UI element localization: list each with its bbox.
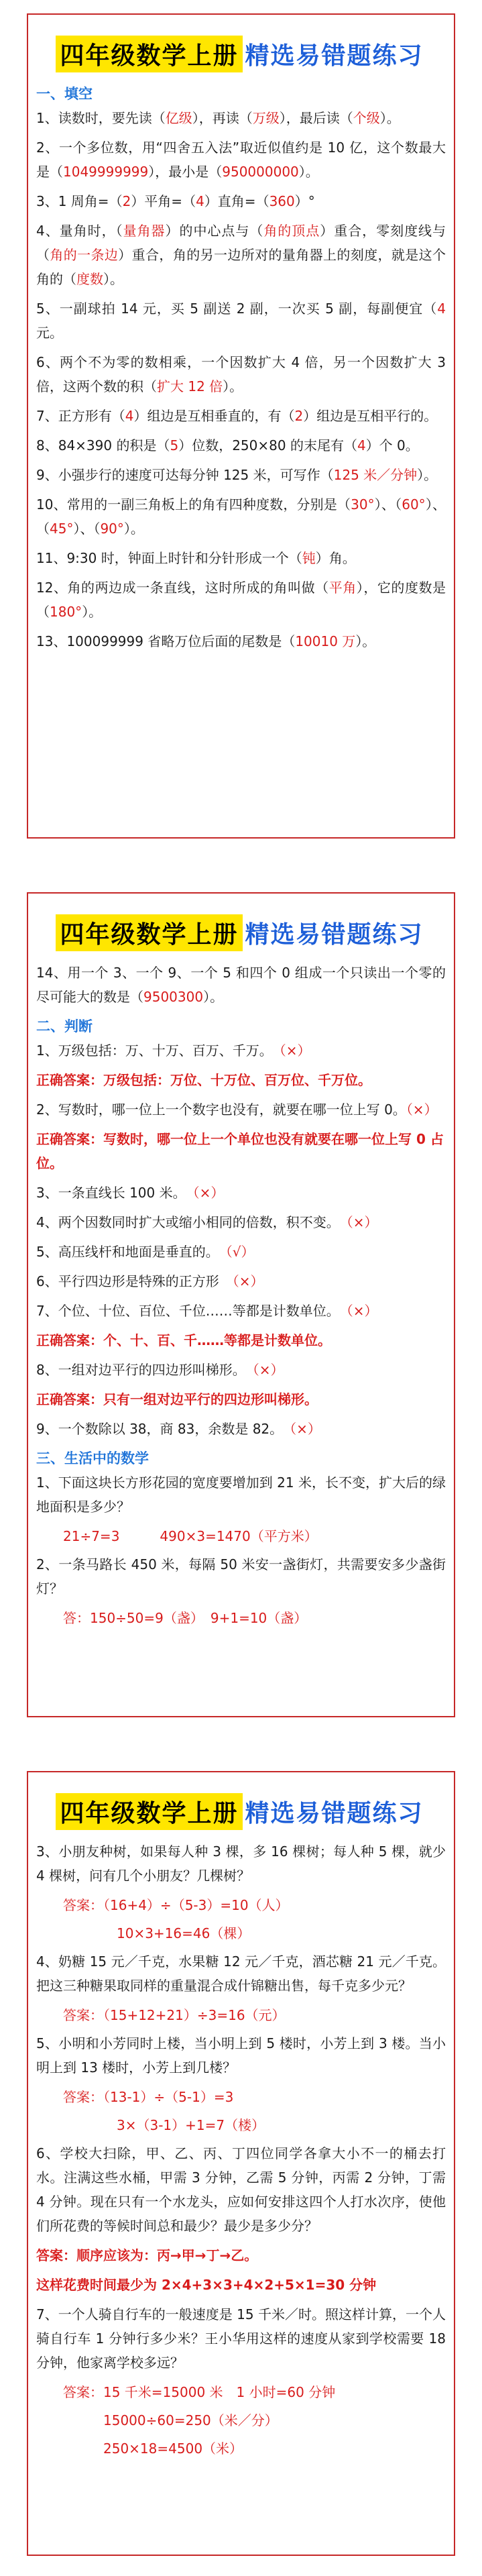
question-5: 5、一副球拍 14 元，买 5 副送 2 副，一次买 5 副，每副便宜（4元。: [36, 301, 446, 341]
problem-6: 6、学校大扫除，甲、乙、丙、丁四位同学各拿大小不一的桶去打水。注满这些水桶，甲需 3 分钟，乙需 5 分钟，丙需 2 分钟，丁需 4 分钟。现在只有一个水龙头，应如何安排这四个人打水次序，使他们所花费的等候时间总和最少？最少是多少分？: [36, 2145, 446, 2234]
judge-8: 8、一组对边平行的四边形叫梯形。 （×）: [36, 1362, 284, 1378]
problem-3-work-2: 10×3+16=46（棵）: [117, 1925, 251, 1941]
page-title: [36, 35, 446, 72]
judge-7: 7、个位、十位、百位、千位……等都是计数单位。 （×）: [36, 1303, 378, 1319]
question-8: 8、84×390 的积是（5）位数，250×80 的末尾有（4）个 0。: [36, 437, 419, 453]
problem-7-work-1: 答案：15 千米=15000 米 1 小时=60 分钟: [63, 2384, 336, 2400]
page-title: [36, 1792, 446, 1830]
problem-4: 4、奶糖 15 元／千克，水果糖 12 元／千克，酒芯糖 21 元／千克。把这三种糖果取同样的重量混合成什锦糖出售，每千克多少元？: [36, 1953, 446, 1994]
exercise-card-2: [27, 892, 455, 1717]
question-1: 1、读数时，要先读（亿级），再读（万级），最后读（个级）。: [36, 110, 400, 126]
question-9: 9、小强步行的速度可达每分钟 125 米，可写作（125 米／分钟）。: [36, 467, 438, 483]
title-highlight: 四年级数学上册: [56, 1793, 242, 1830]
problem-5-work-2: 3×（3-1）+1=7（楼）: [117, 2117, 265, 2133]
judge-2: 2、写数时，哪一位上一个数字也没有，就要在哪一位上写 0。（×）: [36, 1102, 438, 1118]
problem-6-work-2: 这样花费时间最少为 2×4+3×3+4×2+5×1=30 分钟: [36, 2277, 377, 2293]
title-rest: 精选易错题练习: [245, 1799, 424, 1827]
section-judge: 二、判断: [36, 1018, 93, 1034]
question-4: 4、量角时，（量角器）的中心点与（角的顶点）重合，零刻度线与（角的一条边）重合，角的另一边所对的量角器上的刻度，就是这个角的（度数）。: [36, 223, 446, 287]
title-rest: 精选易错题练习: [245, 42, 424, 70]
section-fill-blank: 一、填空: [36, 86, 93, 102]
question-3: 3、1 周角=（2）平角=（4）直角=（360）°: [36, 193, 315, 209]
problem-5-work-1: 答案：（13-1）÷（5-1）=3: [63, 2089, 234, 2105]
question-14: 14、用一个 3、一个 9、一个 5 和四个 0 组成一个只读出一个零的尽可能大的数是（9500300）。: [36, 965, 446, 1005]
judge-6: 6、平行四边形是特殊的正方形 （×）: [36, 1273, 264, 1289]
judge-4: 4、两个因数同时扩大或缩小相同的倍数，积不变。 （×）: [36, 1214, 378, 1230]
question-7: 7、正方形有（4）组边是互相垂直的，有（2）组边是互相平行的。: [36, 408, 438, 424]
exercise-card-3: [27, 1771, 455, 2556]
problem-6-work-1: 答案：顺序应该为：丙→甲→丁→乙。: [36, 2247, 258, 2263]
problem-7-work-3: 250×18=4500（米）: [103, 2440, 243, 2457]
question-6: 6、两个不为零的数相乘，一个因数扩大 4 倍，另一个因数扩大 3 倍，这两个数的积（扩大 12 倍）。: [36, 354, 446, 394]
question-2: 2、一个多位数，用“四舍五入法”取近似值约是 10 亿，这个数最大是（1049999999），最小是（950000000）。: [36, 140, 446, 180]
problem-1-work: 21÷7=3 490×3=1470（平方米）: [63, 1528, 318, 1544]
problem-1: 1、下面这块长方形花园的宽度要增加到 21 米，长不变，扩大后的绿地面积是多少？: [36, 1474, 446, 1515]
problem-4-work: 答案：（15+12+21）÷3=16（元）: [63, 2007, 286, 2023]
question-11: 11、9:30 时，钟面上时针和分针形成一个（钝）角。: [36, 550, 356, 566]
question-13: 13、100099999 省略万位后面的尾数是（10010 万）。: [36, 633, 376, 649]
judge-9: 9、一个数除以 38，商 83，余数是 82。 （×）: [36, 1421, 321, 1437]
problem-2: 2、一条马路长 450 米，每隔 50 米安一盏街灯，共需要安多少盏街灯？: [36, 1556, 446, 1597]
title-rest: 精选易错题练习: [245, 920, 424, 949]
section-life-math: 三、生活中的数学: [36, 1450, 149, 1466]
problem-3: 3、小朋友种树，如果每人种 3 棵，多 16 棵树；每人种 5 棵，就少 4 棵树，问有几个小朋友？几棵树？: [36, 1843, 446, 1884]
judge-8-correct: 正确答案：只有一组对边平行的四边形叫梯形。: [36, 1391, 318, 1407]
judge-3: 3、一条直线长 100 米。 （×）: [36, 1185, 225, 1201]
judge-7-correct: 正确答案：个、十、百、千……等都是计数单位。: [36, 1332, 331, 1348]
problem-7: 7、一个人骑自行车的一般速度是 15 千米／时。照这样计算，一个人骑自行车 1 分钟行多少米？王小华用这样的速度从家到学校需要 18 分钟，他家离学校多远？: [36, 2306, 446, 2371]
question-10: 10、常用的一副三角板上的角有四种度数，分别是（30°）、（60°）、（45°）、（90°）。: [36, 496, 446, 537]
question-12: 12、角的两边成一条直线，这时所成的角叫做（平角），它的度数是（180°）。: [36, 580, 446, 620]
problem-7-work-2: 15000÷60=250（米／分）: [103, 2412, 278, 2428]
title-highlight: 四年级数学上册: [56, 914, 242, 951]
page-title: [36, 914, 446, 951]
judge-5: 5、高压线杆和地面是垂直的。 （√）: [36, 1244, 255, 1260]
judge-2-correct: 正确答案：写数时，哪一位上一个单位也没有就要在哪一位上写 0 占位。: [36, 1131, 444, 1171]
problem-3-work-1: 答案：（16+4）÷（5-3）=10（人）: [63, 1897, 289, 1913]
problem-5: 5、小明和小芳同时上楼，当小明上到 5 楼时，小芳上到 3 楼。当小明上到 13 楼时，小芳上到几楼？: [36, 2035, 446, 2076]
judge-1: 1、万级包括：万、十万、百万、千万。 （×）: [36, 1042, 311, 1059]
title-highlight: 四年级数学上册: [56, 36, 242, 72]
exercise-card-1: [27, 13, 455, 839]
judge-1-correct: 正确答案：万级包括：万位、十万位、百万位、千万位。: [36, 1072, 371, 1088]
problem-2-work: 答：150÷50=9（盏） 9+1=10（盏）: [63, 1610, 308, 1626]
